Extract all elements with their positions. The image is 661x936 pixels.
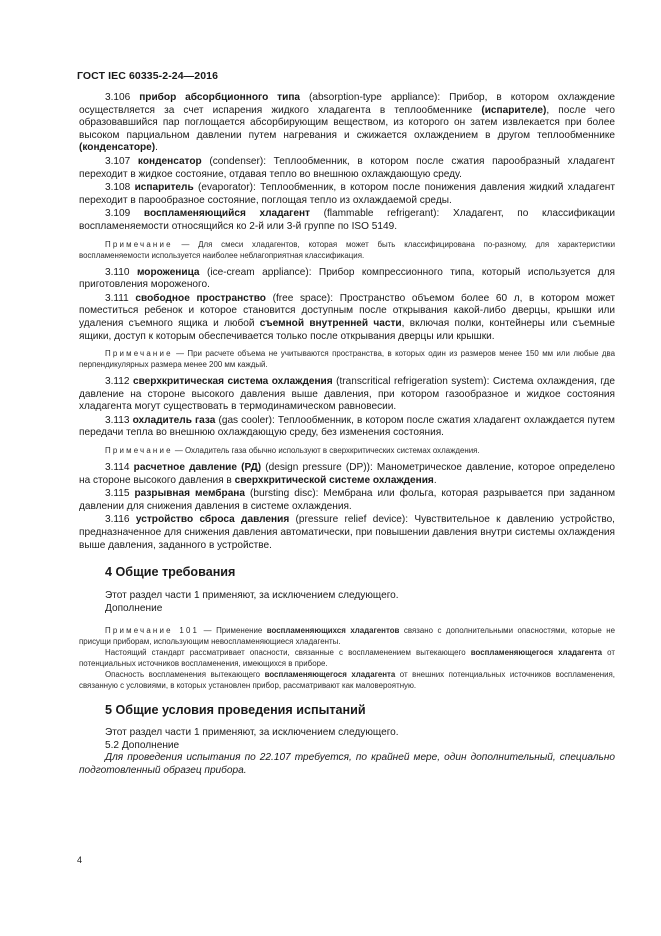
section-5-2-addition: 5.2 Дополнение: [105, 739, 180, 751]
term-definition: (bursting disc): Мембрана или фольга, которая разрывается при заданном давлении для снижения давления в системе охлаждения.: [79, 488, 616, 512]
term-ref: (конденсаторе): [79, 142, 156, 154]
note-text: — Применение: [199, 625, 267, 635]
page-content: [79, 92, 615, 778]
note-text: — Для смеси хладагентов, которая может быть классифицирована по-разному, для характеристики воспламеняемости используется наиболее неблагоприятная классификация.: [79, 239, 615, 260]
section-5-2-text: Для проведения испытания по 22.107 требуется, по крайней мере, один дополнительный, специально подготовленный образец прибора.: [79, 752, 615, 777]
term-definition: (condenser): Теплообменник, в котором после сжатия парообразный хладагент переходит в жидкое состояние, отдавая тепло во внешнюю охлаждающую среду.: [79, 155, 615, 180]
section-5-heading: 5 Общие условия проведения испытаний: [105, 702, 366, 717]
note-ref: воспламеняющегося хладагента: [470, 647, 603, 657]
term-name: разрывная мембрана: [134, 488, 246, 500]
term-name: устройство сброса давления: [135, 514, 290, 526]
term-definition: (evaporator): Теплообменник, в котором после понижения давления жидкий хладагент переходит в парообразное состояние, поглощая тепло из охлаждаемой среды.: [79, 182, 616, 206]
term-3-109: [79, 208, 615, 233]
term-ref: сверхкритической системе охлаждения: [234, 474, 434, 486]
term-name: прибор абсорбционного типа: [139, 92, 301, 103]
term-number: 3.114: [105, 462, 130, 474]
term-definition: (design pressure (DP)): Манометрическое давление, которое определено на стороне высокого давления в: [79, 462, 616, 486]
term-definition: (ice-cream appliance): Прибор компрессионного типа, который используется для приготовления мороженого.: [79, 266, 615, 291]
page-number: 4: [77, 855, 83, 865]
term-number: 3.107: [105, 155, 131, 167]
term-ref: (испарителе): [481, 104, 547, 116]
term-3-113: [79, 415, 615, 440]
note-ref: воспламеняющегося хладагента: [264, 669, 396, 679]
term-definition: (pressure relief device): Чувствительное к давлению устройство, предназначенное для снижения давления автоматически, при повышении давления внутри системы охлаждения выше давления, заданного в устройстве.: [79, 514, 615, 551]
note-101-paragraph-3: [79, 669, 615, 691]
term-number: 3.108: [105, 182, 131, 194]
term-definition: (flammable refrigerant): Хладагент, по классификации воспламеняемости относящийся ко 2-й или 3-й группе по ISO 5149.: [79, 208, 615, 232]
term-number: 3.112: [105, 376, 130, 388]
term-3-111: [79, 293, 615, 343]
term-number: 3.116: [105, 514, 130, 526]
term-name: конденсатор: [137, 155, 202, 167]
term-number: 3.115: [105, 488, 130, 500]
note-free-space: [79, 348, 615, 370]
note-text: — При расчете объема не учитываются пространства, в которых один из размеров менее 150 мм или любые два перпендикулярных размера менее 200 мм каждый.: [79, 349, 615, 370]
term-definition: (absorption-type appliance): Прибор, в котором охлаждение осуществляется за счет испарения жидкого хладагента в теплообменнике: [79, 92, 615, 116]
note-text: — Охладитель газа обычно используют в сверхкритических системах охлаждения.: [172, 446, 480, 456]
term-3-115: [79, 488, 615, 513]
note-gas-cooler: [79, 445, 615, 456]
term-name: мороженица: [136, 266, 200, 278]
note-text: связано с дополнительными опасностями, которые не присущи приборам, использующим невоспламеняющиеся хладагенты.: [79, 625, 616, 646]
term-definition: , включая полки, контейнеры или съемные ящики, доступ к которым обеспечивается только после открывания дверцы или крышки.: [79, 317, 615, 342]
term-definition: (free space): Пространство объемом более 60 л, в котором может поместиться ребенок и которое становится доступным после открывания какой-либо дверцы, крышки или удаления съемного ящика и любой: [79, 292, 615, 329]
term-definition: (transcritical refrigeration system): Система охлаждения, где давление на стороне высокого давления выше давления, при котором газообразное и жидкое состояния хладагента могут существовать в термодинамическом равновесии.: [79, 376, 615, 413]
running-header: ГОСТ IEC 60335-2-24—2016: [77, 70, 219, 82]
term-number: 3.113: [105, 414, 130, 426]
term-3-112: [79, 376, 615, 414]
term-name: сверхкритическая система охлаждения: [132, 376, 333, 388]
term-definition: , после чего образовавшийся пар поглощается абсорбирующим веществом, из которого он затем извлекается при более высоком парциальном давлении путем нагревания и сжижается охлаждением в другом теплообменнике: [79, 104, 615, 141]
section-4-heading: 4 Общие требования: [105, 565, 236, 580]
term-3-110: [79, 267, 615, 292]
term-number: 3.109: [105, 208, 131, 220]
term-definition: (gas cooler): Теплообменник, в котором после сжатия хладагент охлаждается путем передачи тепла во внешнюю охлаждающую среду, без изменения состояния.: [79, 414, 616, 439]
note-label: Примечание: [105, 239, 173, 249]
term-name: воспламеняющийся хладагент: [143, 208, 310, 220]
term-3-108: [79, 182, 615, 207]
note-label: Примечание: [105, 446, 173, 456]
term-name: охладитель газа: [132, 414, 216, 426]
note-text: Настоящий стандарт рассматривает опасности, связанные с воспламенением вытекающего: [105, 647, 471, 657]
note-flammability: [79, 239, 615, 261]
note-text: от внешних потенциальных источников воспламенения, связанную с условиями, в которых установлен прибор, рассматривают как маловероятную.: [79, 669, 615, 690]
term-definition: .: [155, 142, 158, 154]
term-definition: .: [433, 474, 437, 486]
note-label: Примечание 101: [105, 625, 200, 635]
note-101-paragraph-2: [79, 647, 615, 669]
term-name: свободное пространство: [135, 292, 266, 304]
term-name: расчетное давление (РД): [133, 462, 262, 474]
note-label: Примечание: [105, 349, 173, 359]
section-4-addition: Дополнение: [105, 603, 163, 615]
term-3-116: [79, 514, 615, 552]
note-ref: воспламеняющихся хладагентов: [266, 625, 400, 635]
note-101: [79, 625, 615, 647]
note-text: от потенциальных источников воспламенения, имеющихся в приборе.: [79, 647, 615, 668]
term-ref: съемной внутренней части: [259, 317, 402, 329]
note-text: Опасность воспламенения вытекающего: [105, 669, 265, 679]
term-name: испаритель: [134, 182, 194, 194]
section-4-intro: Этот раздел части 1 применяют, за исключением следующего.: [105, 590, 399, 602]
term-number: 3.110: [105, 266, 130, 278]
section-5-intro: Этот раздел части 1 применяют, за исключением следующего.: [105, 726, 399, 738]
term-3-106: [79, 92, 615, 155]
term-number: 3.111: [105, 292, 129, 304]
term-3-114: [79, 462, 615, 487]
term-number: 3.106: [105, 92, 131, 103]
term-3-107: [79, 156, 615, 181]
